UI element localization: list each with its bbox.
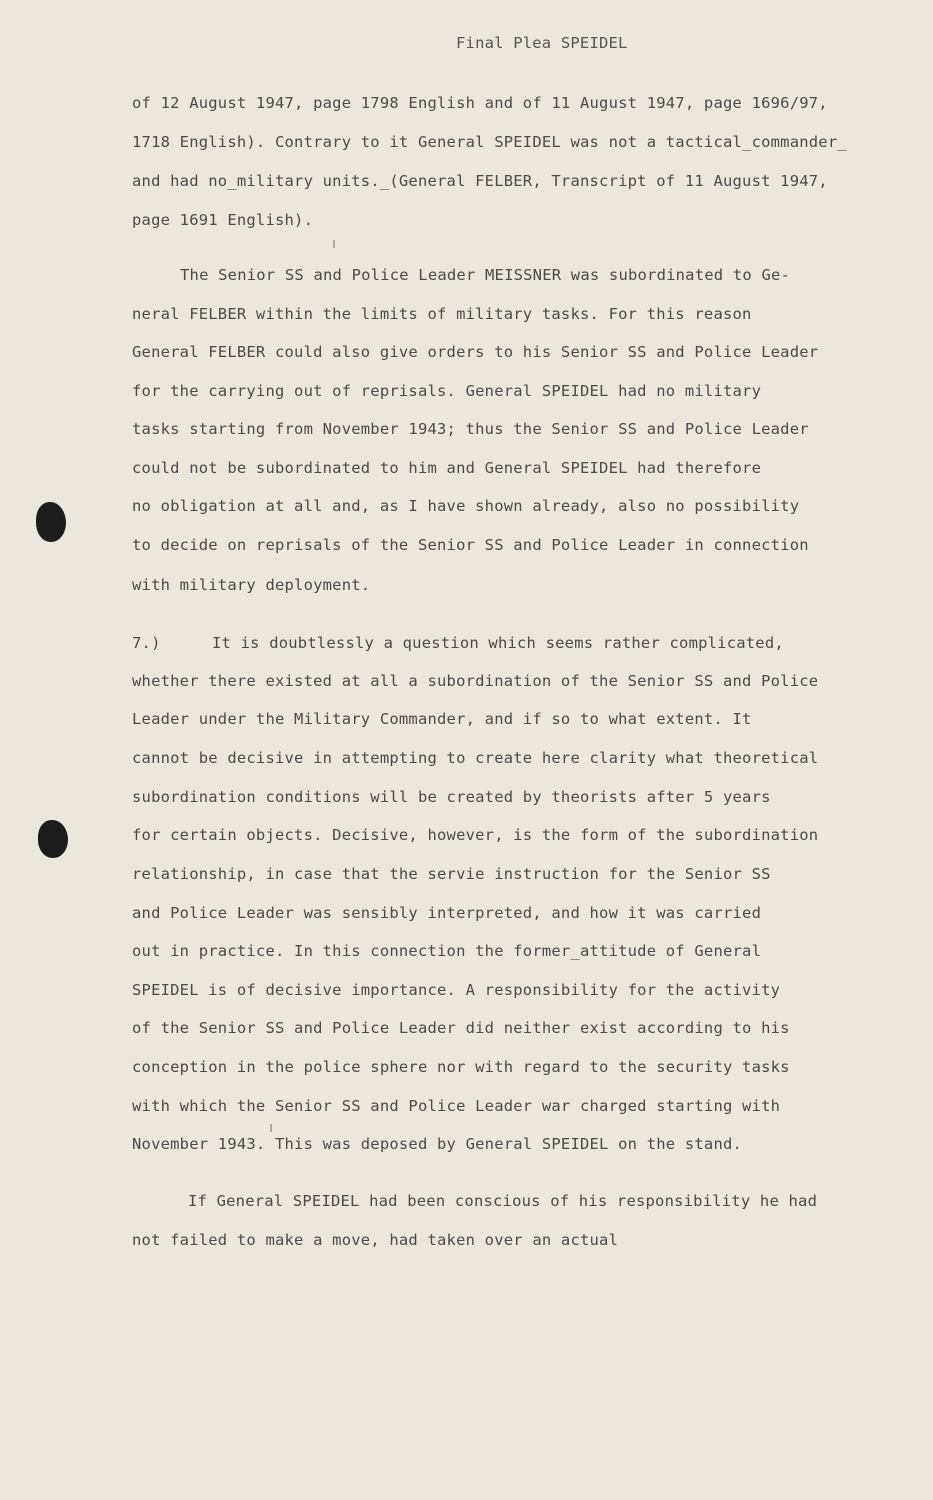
paragraph-2-line-1: The Senior SS and Police Leader MEISSNER was subordinated to Ge-: [180, 266, 791, 284]
paragraph-3-line-12: conception in the police sphere nor with regard to the security tasks: [132, 1058, 790, 1076]
paragraph-3-line-4: cannot be decisive in attempting to create here clarity what theoretical: [132, 749, 819, 767]
paragraph-2-line-3: General FELBER could also give orders to his Senior SS and Police Leader: [132, 343, 819, 361]
section-number: 7.): [132, 634, 161, 652]
paragraph-3-line-13: with which the Senior SS and Police Leader war charged starting with: [132, 1097, 781, 1115]
paragraph-3-line-9: out in practice. In this connection the former_attitude of General: [132, 942, 762, 960]
paragraph-4-line-1: If General SPEIDEL had been conscious of his responsibility he had: [188, 1192, 818, 1210]
paragraph-4-line-2: not failed to make a move, had taken over an actual: [132, 1231, 619, 1249]
paragraph-1-line-3: and had no_military units._(General FELBER, Transcript of 11 August 1947,: [132, 172, 828, 190]
paragraph-2-line-9: with military deployment.: [132, 576, 371, 594]
punch-hole-bottom: [38, 820, 68, 858]
paragraph-3-line-6: for certain objects. Decisive, however, is the form of the subordination: [132, 826, 819, 844]
paragraph-3-line-7: relationship, in case that the servie instruction for the Senior SS: [132, 865, 771, 883]
paragraph-3-line-10: SPEIDEL is of decisive importance. A responsibility for the activity: [132, 981, 781, 999]
paragraph-2-line-8: to decide on reprisals of the Senior SS and Police Leader in connection: [132, 536, 809, 554]
paragraph-3-line-5: subordination conditions will be created by theorists after 5 years: [132, 788, 771, 806]
paragraph-3-line-2: whether there existed at all a subordination of the Senior SS and Police: [132, 672, 819, 690]
paper-mark: [270, 1124, 272, 1132]
paragraph-1-line-4: page 1691 English).: [132, 211, 314, 229]
paragraph-2-line-2: neral FELBER within the limits of military tasks. For this reason: [132, 305, 752, 323]
paper-mark: [333, 240, 335, 248]
paragraph-1-line-2: 1718 English). Contrary to it General SPEIDEL was not a tactical_commander_: [132, 133, 847, 151]
paragraph-2-line-4: for the carrying out of reprisals. General SPEIDEL had no military: [132, 382, 762, 400]
page-header: Final Plea SPEIDEL: [456, 34, 628, 52]
punch-hole-top: [36, 502, 66, 542]
paragraph-3-line-11: of the Senior SS and Police Leader did neither exist according to his: [132, 1019, 790, 1037]
paragraph-2-line-5: tasks starting from November 1943; thus the Senior SS and Police Leader: [132, 420, 809, 438]
paragraph-3-line-14: November 1943. This was deposed by General SPEIDEL on the stand.: [132, 1135, 743, 1153]
paragraph-2-line-7: no obligation at all and, as I have shown already, also no possibility: [132, 497, 800, 515]
paragraph-3-line-8: and Police Leader was sensibly interpreted, and how it was carried: [132, 904, 762, 922]
paragraph-3-line-1: It is doubtlessly a question which seems rather complicated,: [212, 634, 784, 652]
paragraph-2-line-6: could not be subordinated to him and General SPEIDEL had therefore: [132, 459, 762, 477]
paragraph-1-line-1: of 12 August 1947, page 1798 English and of 11 August 1947, page 1696/97,: [132, 94, 828, 112]
paragraph-3-line-3: Leader under the Military Commander, and if so to what extent. It: [132, 710, 752, 728]
